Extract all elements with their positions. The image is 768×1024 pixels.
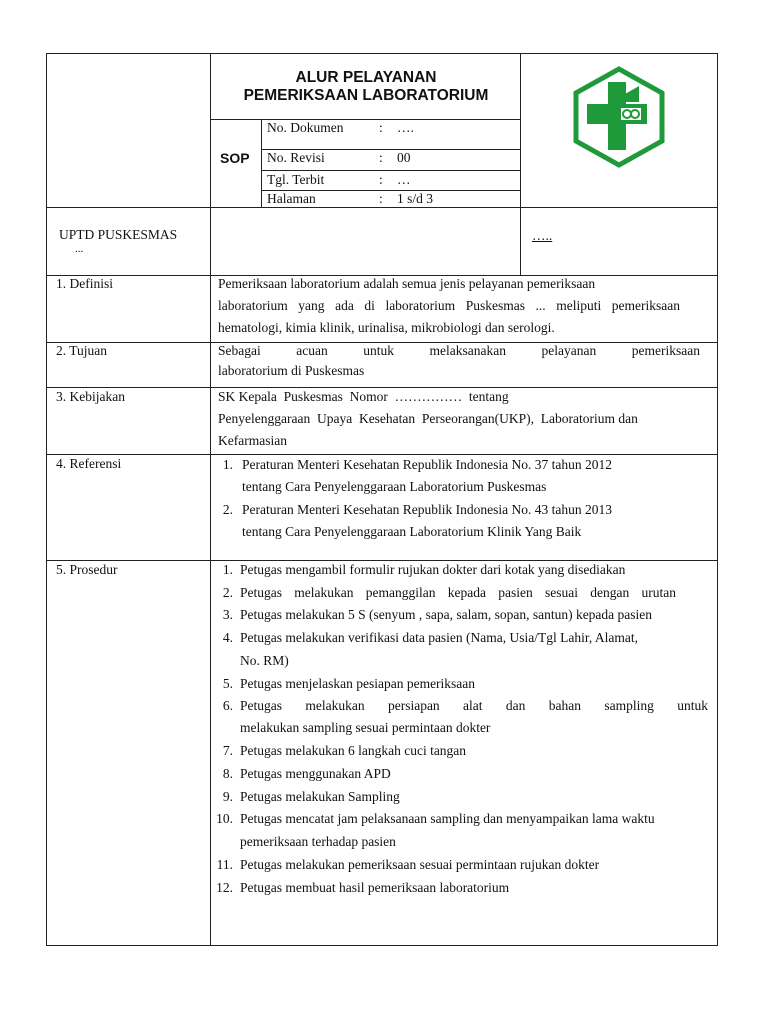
tujuan-line-2: laboratorium di Puskesmas — [218, 363, 365, 378]
row-line-prosedur — [46, 560, 718, 561]
sop-divider — [261, 119, 262, 207]
referensi-2-line-2: tentang Cara Penyelenggaraan Laboratorium Klinik Yang Baik — [242, 524, 582, 539]
prosedur-num-3: 3. — [222, 607, 233, 622]
prosedur-9-line-1: Petugas melakukan Sampling — [240, 789, 400, 804]
referensi-num-1: 1. — [222, 457, 233, 472]
document-title-line2: PEMERIKSAAN LABORATORIUM — [243, 87, 489, 104]
prosedur-11-line-1: Petugas melakukan pemeriksaan sesuai permintaan rujukan dokter — [240, 857, 600, 872]
signature-placeholder: ….. — [532, 228, 553, 243]
prosedur-10-line-1: Petugas mencatat jam pelaksanaan sampling dan menyampaikan lama waktu — [240, 811, 655, 826]
prosedur-4-line-1: Petugas melakukan verifikasi data pasien (Nama, Usia/Tgl Lahir, Alamat, — [240, 630, 638, 645]
meta-sep-revisi: : — [379, 150, 383, 165]
prosedur-num-7: 7. — [222, 743, 233, 758]
referensi-2-line-1: Peraturan Menteri Kesehatan Republik Indonesia No. 43 tahun 2013 — [242, 502, 613, 517]
kebijakan-line-3: Kefarmasian — [218, 433, 287, 448]
document-title-line1: ALUR PELAYANAN — [295, 69, 437, 86]
header-divider-right — [520, 53, 521, 275]
prosedur-num-1: 1. — [222, 562, 233, 577]
meta-label-halaman: Halaman — [267, 191, 316, 206]
meta-label-dokumen: No. Dokumen — [267, 120, 344, 135]
prosedur-7-line-1: Petugas melakukan 6 langkah cuci tangan — [240, 743, 467, 758]
row-line-referensi — [46, 454, 718, 455]
kebijakan-line-1: SK Kepala Puskesmas Nomor …………… tentang — [218, 389, 509, 404]
section-label-definisi: 1. Definisi — [56, 276, 113, 291]
prosedur-num-12: 12. — [216, 880, 233, 895]
prosedur-num-10: 10. — [216, 811, 233, 826]
prosedur-2-line-1: Petugas melakukan pemanggilan kepada pasien sesuai dengan urutan — [240, 585, 676, 600]
org-name-suffix: ... — [75, 243, 84, 255]
meta-sep-dokumen: : — [379, 120, 383, 135]
prosedur-8-line-1: Petugas menggunakan APD — [240, 766, 391, 781]
prosedur-12-line-1: Petugas membuat hasil pemeriksaan laboratorium — [240, 880, 510, 895]
section-label-kebijakan: 3. Kebijakan — [56, 389, 125, 404]
prosedur-10-line-2: pemeriksaan terhadap pasien — [240, 834, 396, 849]
section-label-referensi: 4. Referensi — [56, 456, 122, 471]
prosedur-3-line-1: Petugas melakukan 5 S (senyum , sapa, salam, sopan, santun) kepada pasien — [240, 607, 653, 622]
header-bottom-line — [46, 207, 718, 208]
meta-label-revisi: No. Revisi — [267, 150, 325, 165]
referensi-1-line-1: Peraturan Menteri Kesehatan Republik Indonesia No. 37 tahun 2012 — [242, 457, 613, 472]
meta-value-revisi: 00 — [397, 150, 411, 165]
meta-value-terbit: … — [397, 172, 411, 187]
prosedur-1-line-1: Petugas mengambil formulir rujukan dokter dari kotak yang disediakan — [240, 562, 626, 577]
referensi-num-2: 2. — [222, 502, 233, 517]
prosedur-num-2: 2. — [222, 585, 233, 600]
meta-line-2 — [261, 170, 520, 171]
prosedur-num-11: 11. — [216, 857, 233, 872]
prosedur-6-line-1: Petugas melakukan persiapan alat dan bahan sampling untuk — [240, 698, 708, 713]
definisi-line-1: Pemeriksaan laboratorium adalah semua jenis pelayanan pemeriksaan — [218, 276, 596, 291]
section-label-tujuan: 2. Tujuan — [56, 343, 108, 358]
prosedur-4-line-2: No. RM) — [240, 653, 289, 668]
meta-label-terbit: Tgl. Terbit — [267, 172, 325, 187]
prosedur-6-line-2: melakukan sampling sesuai permintaan dokter — [240, 720, 491, 735]
definisi-line-3: hematologi, kimia klinik, urinalisa, mikrobiologi dan serologi. — [218, 320, 555, 335]
row-line-kebijakan — [46, 387, 718, 388]
prosedur-num-8: 8. — [222, 766, 233, 781]
kebijakan-line-2: Penyelenggaraan Upaya Kesehatan Perseorangan(UKP), Laboratorium dan — [218, 411, 638, 426]
prosedur-num-4: 4. — [222, 630, 233, 645]
section-label-prosedur: 5. Prosedur — [56, 562, 118, 577]
meta-sep-terbit: : — [379, 172, 383, 187]
definisi-line-2: laboratorium yang ada di laboratorium Puskesmas ... meliputi pemeriksaan — [218, 298, 680, 313]
org-name: UPTD PUSKESMAS — [59, 227, 178, 242]
meta-value-dokumen: …. — [397, 120, 414, 135]
title-bottom-line — [210, 119, 520, 120]
referensi-1-line-2: tentang Cara Penyelenggaraan Laboratorium Puskesmas — [242, 479, 547, 494]
meta-sep-halaman: : — [379, 191, 383, 206]
tujuan-line-1: Sebagai acuan untuk melaksanakan pelayanan pemeriksaan — [218, 343, 700, 358]
prosedur-num-5: 5. — [222, 676, 233, 691]
meta-value-halaman: 1 s/d 3 — [397, 191, 434, 206]
prosedur-5-line-1: Petugas menjelaskan pesiapan pemeriksaan — [240, 676, 476, 691]
prosedur-num-6: 6. — [222, 698, 233, 713]
puskesmas-logo-icon — [571, 66, 667, 168]
prosedur-num-9: 9. — [222, 789, 233, 804]
sop-label: SOP — [220, 150, 250, 166]
